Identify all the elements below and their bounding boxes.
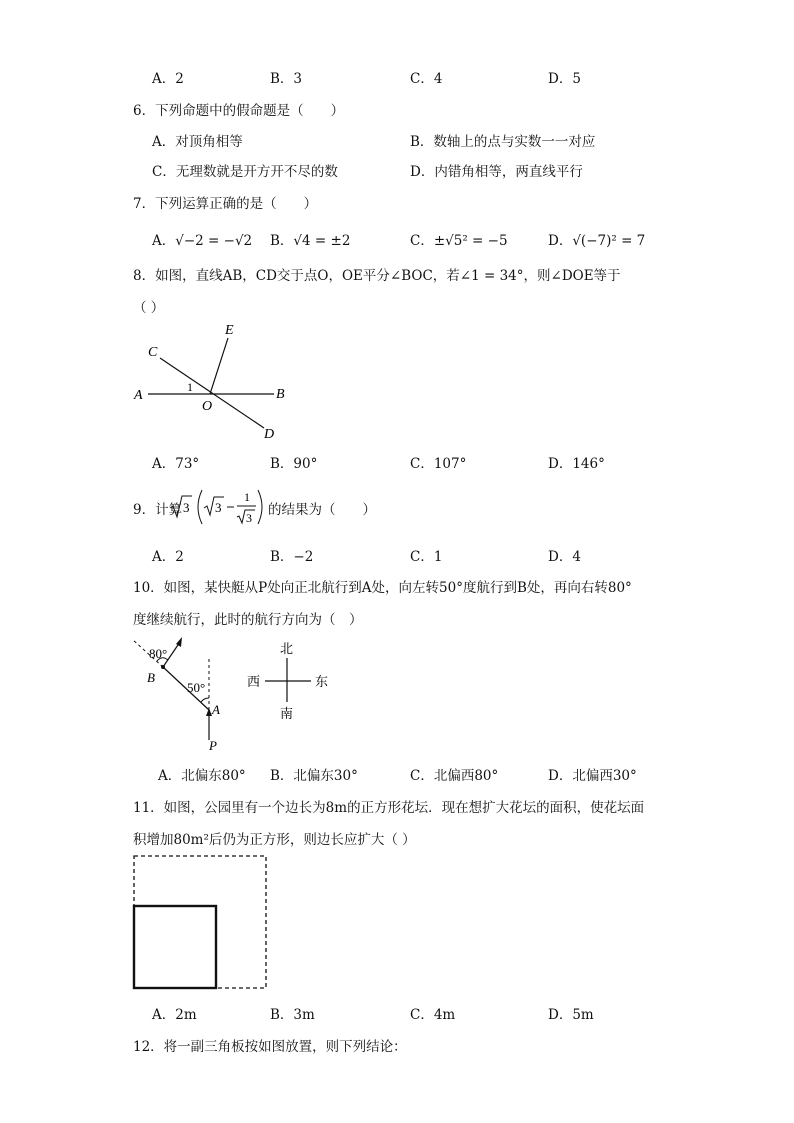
q10-option-a: A．北偏东80° [158, 768, 246, 784]
q9-option-d: D．4 [548, 549, 581, 565]
q5-option-b: B．3 [270, 71, 303, 87]
fraction-numerator: 1 [244, 490, 250, 504]
original-square [134, 906, 216, 988]
label-o: O [202, 399, 213, 414]
q11-option-a: A．2m [152, 1007, 197, 1023]
paren-left [198, 490, 202, 524]
q9-option-c: C．1 [410, 549, 443, 565]
label-c: C [148, 345, 158, 360]
q11-option-b: B．3m [270, 1007, 315, 1023]
q11-figure [130, 853, 270, 993]
q7-option-d: D．√(−7)² = 7 [548, 233, 646, 249]
q8-option-c: C．107° [410, 456, 467, 472]
label-a: A [212, 702, 220, 717]
q5-option-d: D．5 [548, 71, 581, 87]
q8-stem-continued: （ ） [133, 300, 165, 316]
q6-option-d: D．内错角相等，两直线平行 [410, 164, 583, 180]
label-p: P [209, 738, 217, 753]
compass-west: 西 [247, 674, 261, 689]
q9-option-b: B．−2 [270, 549, 314, 565]
q10-option-d: D．北偏西30° [548, 768, 637, 784]
q7-option-a: A．√−2 = −√2 [152, 233, 253, 249]
q7-option-c: C．±√5² = −5 [410, 233, 508, 249]
label-a: A [134, 388, 143, 403]
q10-compass [245, 638, 335, 723]
q8-option-a: A．73° [152, 456, 200, 472]
label-b: B [147, 670, 155, 685]
q6-option-a: A．对顶角相等 [152, 134, 243, 150]
q11-stem-continued: 积增加80m²后仍为正方形，则边长应扩大（ ） [133, 832, 416, 848]
q9-stem-suffix: 的结果为（ ） [268, 502, 376, 518]
radicand-3: 3 [183, 500, 190, 515]
q9-option-a: A．2 [152, 549, 184, 565]
line-cd [160, 358, 264, 428]
label-angle-80: 80° [149, 646, 168, 661]
q11-stem: 11．如图，公园里有一个边长为8m的正方形花坛．现在想扩大花坛的面积，使花坛面 [133, 800, 645, 816]
compass-north: 北 [280, 641, 294, 656]
q8-stem: 8．如图，直线AB，CD交于点O，OE平分∠BOC，若∠1 = 34°，则∠DOE等于 [133, 268, 621, 284]
q10-stem: 10．如图，某快艇从P处向正北航行到A处，向左转50°度航行到B处，再向右转80° [133, 580, 632, 596]
q6-option-c: C．无理数就是开方开不尽的数 [152, 164, 338, 180]
q8-option-b: B．90° [270, 456, 318, 472]
label-angle-1: 1 [187, 380, 193, 394]
q5-option-c: C．4 [410, 71, 443, 87]
label-angle-50: 50° [187, 680, 206, 695]
expanded-square-dashed [134, 856, 266, 988]
q7-option-b: B．√4 = ±2 [270, 233, 351, 249]
q5-option-a: A．2 [152, 71, 184, 87]
paren-right [258, 490, 262, 524]
arc-50 [201, 698, 209, 702]
compass-east: 东 [315, 674, 329, 689]
q9-stem-prefix: 9．计算 [133, 502, 183, 518]
ray-oe [210, 338, 228, 394]
label-b: B [276, 387, 285, 402]
q10-option-c: C．北偏西80° [410, 768, 499, 784]
q8-option-d: D．146° [548, 456, 605, 472]
compass-south: 南 [280, 706, 294, 721]
q7-stem: 7．下列运算正确的是（ ） [133, 196, 318, 212]
q6-stem: 6．下列命题中的假命题是（ ） [133, 103, 345, 119]
q8-figure [130, 320, 300, 445]
label-d: D [264, 427, 275, 442]
q11-option-c: C．4m [410, 1007, 456, 1023]
q9-expression [168, 486, 268, 528]
radicand-3-inner: 3 [215, 500, 222, 515]
point-b [161, 665, 165, 669]
q6-option-b: B．数轴上的点与实数一一对应 [410, 134, 596, 150]
q10-stem-continued: 度继续航行，此时的航行方向为（ ） [133, 612, 363, 628]
label-e: E [225, 323, 234, 338]
q12-stem: 12．将一副三角板按如图放置，则下列结论： [133, 1039, 407, 1055]
fraction-denominator: 3 [246, 511, 252, 525]
q11-option-d: D．5m [548, 1007, 594, 1023]
q10-option-b: B．北偏东30° [270, 768, 358, 784]
q10-route-figure [125, 632, 235, 757]
